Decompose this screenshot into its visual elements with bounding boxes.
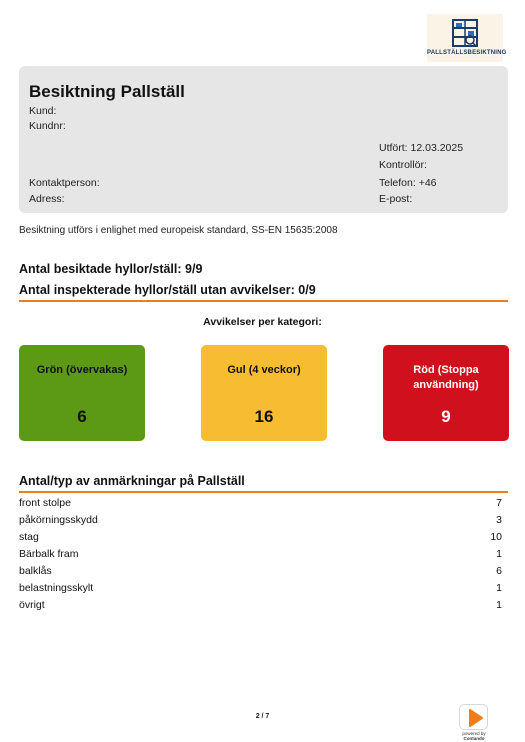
divider (19, 491, 508, 493)
category-count: 6 (77, 407, 87, 426)
remark-name: balklås (19, 565, 52, 577)
company-logo (427, 14, 507, 62)
remark-count: 7 (496, 497, 502, 509)
powered-label: powered by (462, 731, 486, 736)
customer-number-label: Kundnr: (29, 120, 66, 132)
inspected-count: Antal besiktade hyllor/ställ: 9/9 (19, 262, 203, 276)
logo-text: PALLSTÄLLSBESIKTNING (427, 50, 507, 56)
remark-count: 1 (496, 582, 502, 594)
remarks-title: Antal/typ av anmärkningar på Pallställ (19, 474, 245, 488)
category-heading: Avvikelser per kategori: (203, 316, 322, 328)
remark-name: belastningsskylt (19, 582, 94, 594)
category-card-red (383, 345, 509, 441)
inspector-label: Kontrollör: (379, 159, 427, 171)
powered-brand: Contando (463, 736, 485, 741)
remark-name: Bärbalk fram (19, 548, 79, 560)
inspection-info-box (19, 66, 508, 213)
list-item (19, 513, 502, 530)
page-number: 2 / 7 (255, 713, 270, 720)
contando-logo (459, 704, 488, 730)
category-label: Grön (övervakas) (36, 364, 128, 376)
powered-by-badge (455, 704, 493, 740)
page-title: Besiktning Pallställ (29, 82, 185, 101)
play-icon (460, 705, 489, 731)
phone-label: Telefon: +46 (379, 177, 437, 189)
remark-count: 3 (496, 514, 502, 526)
list-item (19, 564, 502, 581)
powered-by-text (455, 731, 493, 741)
category-card-green (19, 345, 145, 441)
performed-date: Utfört: 12.03.2025 (379, 142, 464, 154)
remark-name: stag (19, 531, 39, 543)
remark-count: 6 (496, 565, 502, 577)
remark-count: 1 (496, 599, 502, 611)
address-label: Adress: (29, 193, 65, 205)
remark-count: 10 (490, 531, 502, 543)
remark-name: front stolpe (19, 497, 71, 509)
category-label: Röd (Stoppa användning) (413, 364, 479, 391)
category-label: Gul (4 veckor) (227, 364, 301, 376)
list-item (19, 547, 502, 564)
list-item (19, 581, 502, 598)
email-label: E-post: (379, 193, 413, 205)
remark-count: 1 (496, 548, 502, 560)
category-card-yellow (201, 345, 327, 441)
list-item (19, 598, 502, 615)
category-count: 9 (441, 407, 451, 426)
customer-label: Kund: (29, 105, 57, 117)
remark-name: påkörningsskydd (19, 514, 98, 526)
contact-person-label: Kontaktperson: (29, 177, 100, 189)
list-item (19, 496, 502, 513)
standard-text: Besiktning utförs i enlighet med europeisk standard, SS-EN 15635:2008 (19, 225, 338, 236)
category-count: 16 (254, 407, 274, 426)
no-deviation-count: Antal inspekterade hyllor/ställ utan avvikelser: 0/9 (19, 283, 316, 297)
rack-icon (451, 18, 479, 48)
list-item (19, 530, 502, 547)
remark-name: övrigt (19, 599, 45, 611)
remarks-list (19, 496, 502, 615)
divider (19, 300, 508, 302)
